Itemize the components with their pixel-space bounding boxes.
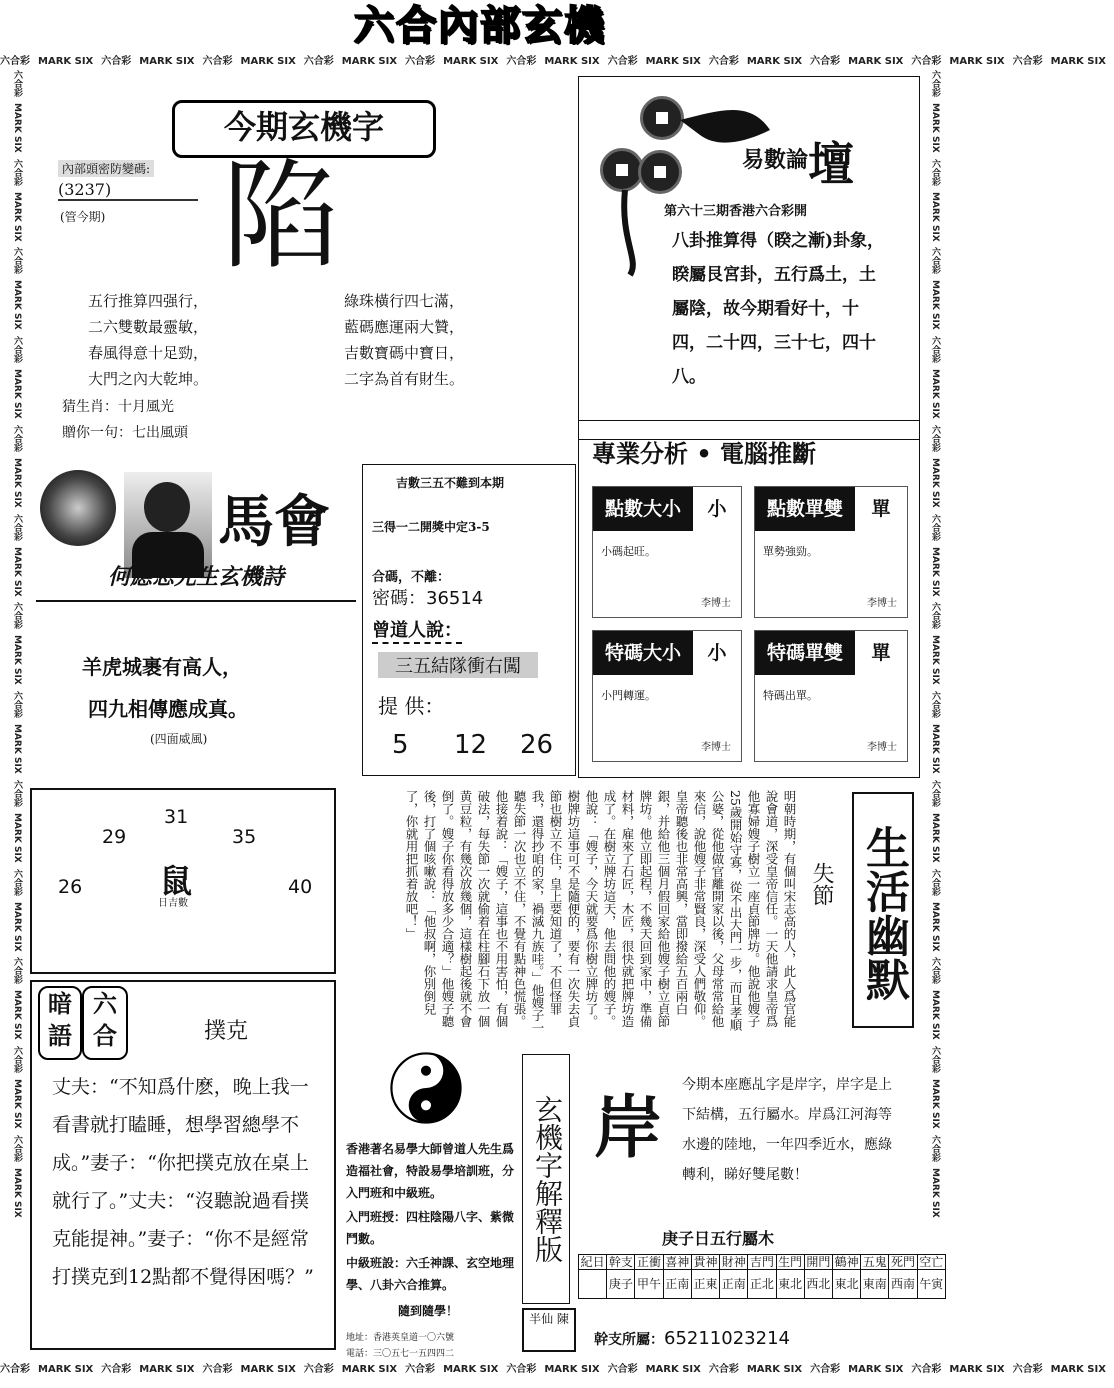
seal-stamp: 半仙 陳 <box>522 1308 576 1352</box>
poker-badge-b: 六合 <box>82 986 128 1060</box>
table-cell: 死門 <box>889 1255 917 1270</box>
jiedu-vertical-title: 玄機字解釋版 <box>522 1054 570 1304</box>
lucky-number: 5 <box>392 730 409 760</box>
lucky-number: 26 <box>520 730 554 760</box>
table-cell: 財神 <box>720 1255 748 1270</box>
school-basic: 入門班授：四柱陰陽八字、紫微鬥數。 <box>346 1210 515 1246</box>
ganzhi-value: 65211023214 <box>664 1328 790 1349</box>
table-cell: 東北 <box>832 1270 860 1299</box>
analysis-card <box>592 486 742 618</box>
code-note: (管今期) <box>60 210 106 224</box>
poem-line: 二六雙數最靈敏， <box>88 318 209 336</box>
table-cell: 正南 <box>720 1270 748 1299</box>
almanac-table <box>578 1254 946 1299</box>
xuanji-badge: 今期玄機字 <box>172 100 436 158</box>
table-cell: 東南 <box>861 1270 889 1299</box>
table-cell: 開門 <box>804 1255 832 1270</box>
table-cell: 空亡 <box>917 1255 945 1270</box>
poker-text: 丈夫：“不知爲什麽，晚上我一看書就打瞌睡，想學習總學不成。”妻子：“你把撲克放在桌上就行了。”丈夫：“沒聽說過看撲克能提神。”妻子：“你不是經常打撲克到12點都不覺得困嗎？” <box>52 1076 314 1288</box>
card-head: 點數大小 <box>593 487 693 531</box>
story-text: 明朝時期，有個叫宋志高的人，此人爲官能說會道，深受皇帝信任。一天他請求皇帝爲他寡婦嫂子樹立一座貞節牌坊。他說他嫂子25歲開始守寡，從不出大門一步，而且孝順公婆，從他做官離開家以後，父母常常給他來信，說他嫂子非常賢良，深受人們敬仰。皇帝聽後也非常高興，當即撥給五百兩白銀，并給他三個月假回家給他嫂子樹立貞節牌坊。他立即起程，不幾天回到家中，準備材料，雇來了石匠，木匠，很快就把牌坊造成了。在樹立牌坊這天，他去問他的嫂子。他說：「嫂子，今天就要爲你樹立牌坊了。樹牌坊這事可不是隨便的，要有一次失去貞節也樹立不住，皇上要知道了，不但怪罪我，還得抄咱的家，禍滅九族哇。」他嫂子一聽失節一次也立不住，不覺有點神色慌張。他接着說：「嫂子，這事也不用害怕，有個破法，每失節一次就偷着在柱腳石下放一個黄豆粒，有幾次放幾個，這樣樹起後就不會倒了。嫂子你看得放多少合適？」他嫂子聽後，打了個咳嗽說：「他叔啊，你別倒兒了，你就用把抓着放吧！」 <box>404 790 797 1034</box>
table-cell: 正東 <box>691 1270 719 1299</box>
poem-line: 羊虎城裹有高人， <box>82 655 242 679</box>
table-row <box>579 1270 946 1299</box>
mahui-sign: (四面威風) <box>150 732 208 746</box>
yishu-issue: 第六十三期香港六合彩開 <box>664 204 808 219</box>
table-cell: 正南 <box>663 1270 691 1299</box>
rat-number: 26 <box>58 876 83 898</box>
card-body: 小門轉運。 <box>601 689 656 702</box>
table-cell: 生門 <box>776 1255 804 1270</box>
rat-number: 31 <box>164 806 189 828</box>
analysis-card <box>592 630 742 762</box>
tip-line: 吉數三五不難到本期 <box>396 476 505 490</box>
table-cell: 東北 <box>776 1270 804 1299</box>
poem-left <box>88 288 208 392</box>
school-phone: 電話：三〇五七一五四四二 <box>346 1349 455 1359</box>
card-signature: 李博士 <box>867 742 897 753</box>
poem-line: 四九相傳應成真。 <box>88 697 248 721</box>
divider-line <box>36 600 356 602</box>
table-title: 庚子日五行屬木 <box>662 1229 775 1248</box>
yishu-title: 易數論壇 <box>742 137 855 191</box>
card-value: 單 <box>871 642 891 664</box>
ganzhi-row <box>594 1328 790 1349</box>
table-cell: 五鬼 <box>861 1255 889 1270</box>
card-head: 特碼單雙 <box>755 631 855 675</box>
poker-badge-a: 暗語 <box>38 986 82 1060</box>
table-cell <box>579 1270 607 1299</box>
table-cell: 甲午 <box>635 1270 663 1299</box>
jiedu-char: 岸 <box>594 1088 663 1168</box>
lucky-number: 12 <box>454 730 488 760</box>
analysis-title: 專業分析 • 電腦推斷 <box>592 440 817 468</box>
poem-line: 綠珠橫行四七滿， <box>344 292 465 310</box>
card-value: 小 <box>707 642 727 664</box>
card-head: 特碼大小 <box>593 631 693 675</box>
table-cell: 正北 <box>748 1270 776 1299</box>
card-body: 單勢強勁。 <box>763 545 818 558</box>
card-head: 點數單雙 <box>755 487 855 531</box>
table-cell: 幹支 <box>607 1255 635 1270</box>
code-label: 內部頭密防變碼: <box>58 160 154 177</box>
school-intro: 香港著名易學大師曾道人先生爲造福社會，特設易學培訓班，分入門班和中級班。 <box>346 1142 515 1200</box>
poem-line: 春風得意十足勁， <box>88 344 209 362</box>
card-signature: 李博士 <box>867 598 897 609</box>
card-signature: 李博士 <box>701 742 731 753</box>
table-cell: 午寅 <box>917 1270 945 1299</box>
poem-line: 五行推算四强行， <box>88 292 209 310</box>
table-cell: 西南 <box>889 1270 917 1299</box>
yishu-text: 八卦推算得（睽之漸)卦象，睽屬艮宮卦，五行爲土，土屬陰，故今期看好十，十四，二十四，三十七，四十八。 <box>672 231 885 387</box>
rat-label: 日吉數 <box>158 898 188 909</box>
tip-line: 曾道人說： <box>372 616 462 644</box>
right-border-strip: 六合彩MARK SIX六合彩MARK SIX六合彩MARK SIX六合彩MARK SIX六合彩MARK SIX六合彩MARK SIX六合彩MARK SIX六合彩MARK SIX六合彩MARK SIX六合彩MARK SIX六合彩MARK SIX六合彩MARK SIX六合彩MARK SIX <box>930 70 940 1218</box>
table-cell: 庚子 <box>607 1270 635 1299</box>
ganzhi-label: 幹支所屬： <box>594 1332 664 1348</box>
mahui-poem <box>82 646 248 730</box>
table-cell: 正衝 <box>635 1255 663 1270</box>
poem-line: 藍碼應運兩大贊， <box>344 318 465 336</box>
school-address: 地址：香港英皇道一〇六號 <box>346 1333 455 1343</box>
table-cell: 吉門 <box>748 1255 776 1270</box>
poem-line: 吉數寶碼中寶日， <box>344 344 465 362</box>
tip-line: 三得一二開獎中定3-5 <box>372 520 490 534</box>
card-body: 小碼起旺。 <box>601 545 656 558</box>
card-value: 單 <box>871 498 891 520</box>
gift-phrase: 贈你一句：七出風頭 <box>62 425 188 441</box>
zodiac-guess: 猜生肖：十月風光 <box>62 399 174 415</box>
tip-line: 密碼：36514 <box>372 588 484 609</box>
poem-right <box>344 288 464 392</box>
logo-emblem <box>40 470 116 546</box>
story-title: 失節 <box>809 862 834 906</box>
top-border-strip: 六合彩 MARK SIX 六合彩 MARK SIX 六合彩 MARK SIX 六合彩 MARK SIX 六合彩 MARK SIX 六合彩 MARK SIX 六合彩 MARK SIX 六合彩 MARK SIX 六合彩 MARK SIX 六合彩 MARK SIX 六合彩 MARK SIX <box>0 56 1106 67</box>
poem-line: 大門之內大乾坤。 <box>88 370 209 388</box>
poem-line: 二字為首有財生。 <box>344 370 465 388</box>
big-char: 陷 <box>222 147 341 285</box>
left-border-strip: 六合彩MARK SIX六合彩MARK SIX六合彩MARK SIX六合彩MARK SIX六合彩MARK SIX六合彩MARK SIX六合彩MARK SIX六合彩MARK SIX六合彩MARK SIX六合彩MARK SIX六合彩MARK SIX六合彩MARK SIX六合彩MARK SIX <box>12 70 22 1218</box>
table-cell: 喜神 <box>663 1255 691 1270</box>
card-body: 特碼出單。 <box>763 689 818 702</box>
rat-char: 鼠 <box>160 862 193 900</box>
school-advanced: 中級班設：六壬神課、玄空地理學、八卦六合推算。 <box>346 1256 515 1292</box>
table-cell: 西北 <box>804 1270 832 1299</box>
poker-title: 撲克 <box>204 1019 249 1044</box>
rat-number: 40 <box>288 876 313 898</box>
table-cell: 鶴神 <box>832 1255 860 1270</box>
analysis-card <box>754 630 908 762</box>
table-cell: 紀日 <box>579 1255 607 1270</box>
jiedu-text: 今期本座應乩字是岸字，岸字是上下結構，五行屬水。岸爲江河海等水邊的陸地，一年四季近水，應綠轉利，睇好雙尾數！ <box>682 1077 892 1183</box>
rat-number: 35 <box>232 826 257 848</box>
tip-line: 合碼，不離： <box>372 570 451 585</box>
table-cell: 貴神 <box>691 1255 719 1270</box>
tip-line: 三五結隊衝右闖 <box>378 652 538 678</box>
mahui-caption: 何應忠先生玄機詩 <box>108 564 285 590</box>
card-signature: 李博士 <box>701 598 731 609</box>
code-value: (3237) <box>58 180 198 201</box>
rat-number: 29 <box>102 826 127 848</box>
analysis-card <box>754 486 908 618</box>
mahui-name: 馬會 <box>218 490 330 555</box>
page-title: 六合內部玄機 <box>354 3 606 49</box>
yin-yang-icon <box>390 1052 462 1124</box>
tip-line: 提 供： <box>378 694 445 718</box>
school-closing: 隨到隨學！ <box>398 1304 459 1318</box>
humor-vertical-title: 生活幽默 <box>852 792 914 1028</box>
card-value: 小 <box>707 498 727 520</box>
bottom-border-strip: 六合彩 MARK SIX 六合彩 MARK SIX 六合彩 MARK SIX 六合彩 MARK SIX 六合彩 MARK SIX 六合彩 MARK SIX 六合彩 MARK SIX 六合彩 MARK SIX 六合彩 MARK SIX 六合彩 MARK SIX 六合彩 MARK SIX <box>0 1364 1106 1375</box>
table-row <box>579 1255 946 1270</box>
